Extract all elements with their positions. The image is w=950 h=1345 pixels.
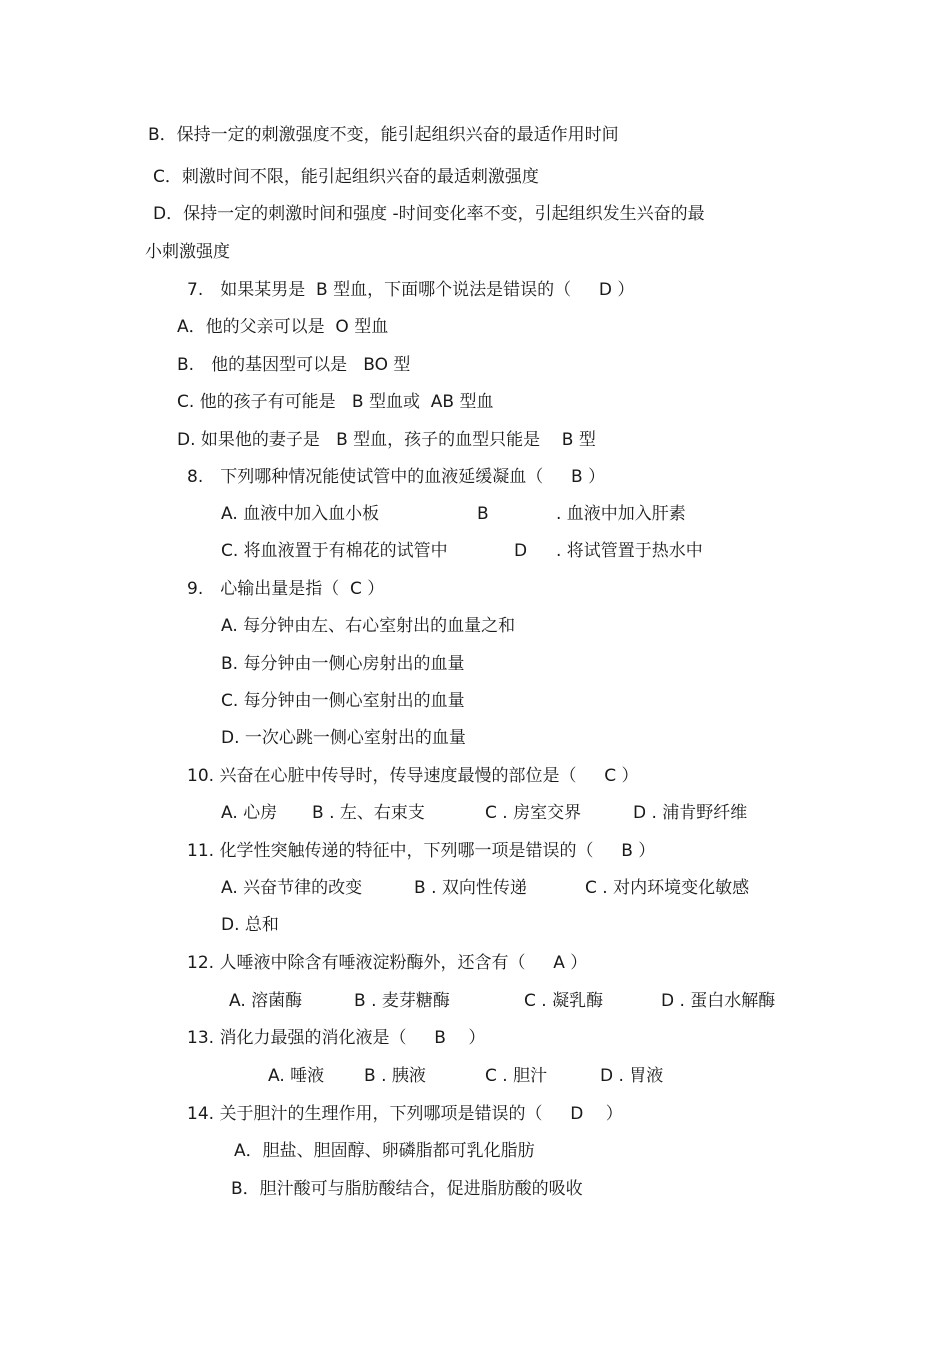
question-7-option-a: A．他的父亲可以是 O 型血 xyxy=(177,317,389,337)
option-c-text: C．刺激时间不限，能引起组织兴奋的最适刺激强度 xyxy=(153,167,539,187)
question-12-options xyxy=(229,990,809,1012)
question-10: 10. 兴奋在心脏中传导时，传导速度最慢的部位是（ C ） xyxy=(187,766,639,786)
question-13-option-d: D . 胃液 xyxy=(600,1066,664,1086)
question-8-option-c: C. 将血液置于有棉花的试管中 xyxy=(221,541,448,561)
option-b-text: B．保持一定的刺激强度不变，能引起组织兴奋的最适作用时间 xyxy=(148,125,619,145)
question-9: 9. 心输出量是指（ C ） xyxy=(187,579,385,599)
question-9-option-b: B. 每分钟由一侧心房射出的血量 xyxy=(221,654,465,674)
question-10-option-a: A. 心房 xyxy=(221,803,278,823)
question-12-option-d: D . 蛋白水解酶 xyxy=(661,991,776,1011)
option-d-continuation: 小刺激强度 xyxy=(145,242,230,262)
question-12-option-b: B . 麦芽糖酶 xyxy=(354,991,450,1011)
question-13-options xyxy=(268,1065,708,1087)
question-9-option-a: A. 每分钟由左、右心室射出的血量之和 xyxy=(221,616,516,636)
question-12-option-c: C . 凝乳酶 xyxy=(524,991,604,1011)
question-12-option-a: A. 溶菌酶 xyxy=(229,991,303,1011)
question-11-option-d: D. 总和 xyxy=(221,915,279,935)
question-12: 12. 人唾液中除含有唾液淀粉酶外，还含有（ A ） xyxy=(187,953,588,973)
question-10-option-d: D . 浦肯野纤维 xyxy=(633,803,748,823)
question-8: 8. 下列哪种情况能使试管中的血液延缓凝血（ B ） xyxy=(187,467,606,487)
question-14: 14. 关于胆汁的生理作用，下列哪项是错误的（ D ） xyxy=(187,1104,623,1124)
question-9-option-c: C. 每分钟由一侧心室射出的血量 xyxy=(221,691,465,711)
question-10-option-c: C . 房室交界 xyxy=(485,803,582,823)
question-7-option-d: D. 如果他的妻子是 B 型血，孩子的血型只能是 B 型 xyxy=(177,430,596,450)
question-8-option-d: . 将试管置于热水中 xyxy=(556,541,703,561)
question-8-options-row-1 xyxy=(221,503,741,525)
question-10-options xyxy=(221,802,781,824)
question-11-option-c: C . 对内环境变化敏感 xyxy=(585,878,750,898)
question-14-option-a: A．胆盐、胆固醇、卵磷脂都可乳化脂肪 xyxy=(234,1141,535,1161)
question-8-option-b-letter: B xyxy=(477,504,489,524)
question-8-options-row-2 xyxy=(221,540,741,562)
question-14-option-b: B．胆汁酸可与脂肪酸结合，促进脂肪酸的吸收 xyxy=(231,1179,583,1199)
question-9-option-d: D. 一次心跳一侧心室射出的血量 xyxy=(221,728,466,748)
question-11: 11. 化学性突触传递的特征中，下列哪一项是错误的（ B ） xyxy=(187,841,656,861)
question-10-option-b: B . 左、右束支 xyxy=(312,803,425,823)
question-11-options xyxy=(221,877,781,899)
question-7-option-c: C. 他的孩子有可能是 B 型血或 AB 型血 xyxy=(177,392,494,412)
question-13-option-a: A. 唾液 xyxy=(268,1066,325,1086)
option-d-text: D．保持一定的刺激时间和强度 -时间变化率不变，引起组织发生兴奋的最 xyxy=(153,204,705,224)
question-8-option-b: . 血液中加入肝素 xyxy=(556,504,686,524)
question-7-option-b: B. 他的基因型可以是 BO 型 xyxy=(177,355,411,375)
question-8-option-d-letter: D xyxy=(514,541,528,561)
question-13-option-b: B . 胰液 xyxy=(364,1066,426,1086)
question-11-option-a: A. 兴奋节律的改变 xyxy=(221,878,363,898)
question-13: 13. 消化力最强的消化液是（ B ） xyxy=(187,1028,486,1048)
question-7: 7. 如果某男是 B 型血，下面哪个说法是错误的（ D ） xyxy=(187,280,635,300)
question-8-option-a: A. 血液中加入血小板 xyxy=(221,504,380,524)
question-11-option-b: B . 双向性传递 xyxy=(414,878,527,898)
question-13-option-c: C . 胆汁 xyxy=(485,1066,548,1086)
